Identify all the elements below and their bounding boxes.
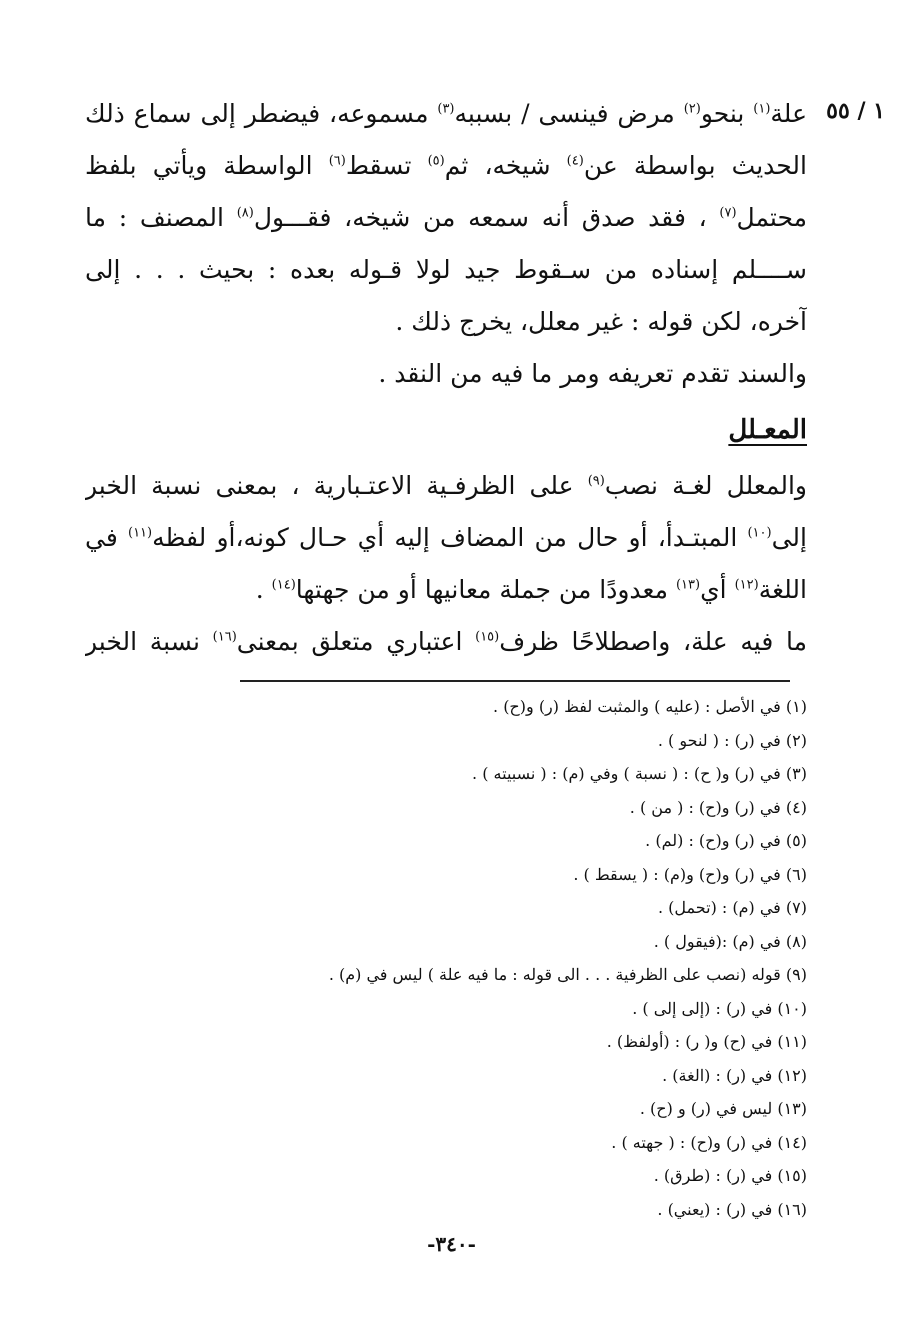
footnote: (١٦) في (ر) : (يعني) . bbox=[657, 1199, 807, 1219]
text-run: اعتباري متعلق بمعنى bbox=[236, 627, 476, 656]
footnote-marker[interactable]: (١٢) bbox=[734, 577, 759, 593]
paragraph-4 bbox=[85, 616, 807, 668]
footnote: (٤) في (ر) و(ح) : ( من ) . bbox=[629, 797, 807, 817]
footnote: (٥) في (ر) و(ح) : (لم) . bbox=[645, 831, 807, 850]
footnote: (٢) في (ر) : ( لنحو ) . bbox=[657, 730, 807, 750]
footnotes bbox=[187, 690, 807, 1226]
footnote: (١١) في (ح) و( ر) : (أولفظ) . bbox=[606, 1032, 807, 1051]
paragraph-3-line bbox=[85, 564, 807, 616]
margin-reference: ١ / ٥٥ bbox=[826, 98, 885, 124]
text-run: مرض فينسى / بسببه bbox=[454, 99, 684, 128]
text-run: أي bbox=[700, 575, 735, 604]
footnote: (٨) في (م) :(فيقول ) . bbox=[653, 931, 807, 951]
footnote-marker[interactable]: (٤) bbox=[566, 153, 584, 169]
footnote-marker[interactable]: (١٥) bbox=[475, 629, 500, 645]
text-run: آخره، لكن قوله : غير معلل، يخرج ذلك . bbox=[395, 307, 807, 336]
text-run: شيخه، ثم bbox=[444, 151, 567, 180]
footnote-marker[interactable]: (٦) bbox=[328, 153, 346, 169]
footnote-marker[interactable]: (١٠) bbox=[747, 525, 772, 541]
text-run: المبتـدأ، أو حال من المضاف إليه أي حـال كونه،أو لفظه bbox=[152, 523, 748, 552]
paragraph-3-line bbox=[85, 460, 807, 512]
page-number: -٣٤٠- bbox=[427, 1232, 476, 1256]
section-heading: المعـلل bbox=[728, 415, 807, 445]
footnote-marker[interactable]: (١٣) bbox=[675, 577, 701, 593]
text-run: اللغة bbox=[758, 575, 807, 604]
footnote: (١٥) في (ر) : (طرق) . bbox=[653, 1166, 807, 1185]
paragraph-1-line bbox=[85, 296, 807, 348]
footnote-marker[interactable]: (١٤) bbox=[271, 577, 296, 593]
footnote-marker[interactable]: (١٦) bbox=[212, 629, 237, 645]
text-run: على الظرفـية الاعتـبارية ، بمعنى نسبة الخبر bbox=[85, 471, 588, 500]
paragraph-1-line bbox=[85, 244, 807, 296]
footnote: (٣) في (ر) و( ح) : ( نسبة ) وفي (م) : ( نسبيته ) . bbox=[472, 764, 807, 783]
text-run: ، فقد صدق أنه سمعه من شيخه، فقـــول bbox=[253, 203, 720, 232]
paragraph-1-line bbox=[85, 192, 807, 244]
text-run: المصنف : ما bbox=[85, 203, 237, 232]
text-run: علة bbox=[770, 99, 807, 128]
text-run: مسموعه، فيضطر إلى سماع ذلك bbox=[85, 99, 438, 128]
body-text bbox=[85, 88, 807, 668]
text-run: معدودًا من جملة معانيها أو من جهتها bbox=[295, 575, 676, 604]
footnote-separator bbox=[240, 680, 790, 682]
text-run: . bbox=[255, 575, 272, 604]
footnote: (٧) في (م) : (تحمل) . bbox=[658, 898, 807, 917]
paragraph-4-line bbox=[85, 616, 807, 668]
footnote-marker[interactable]: (٩) bbox=[587, 473, 605, 489]
footnote-marker[interactable]: (٥) bbox=[427, 153, 445, 169]
text-run: في bbox=[85, 523, 128, 552]
text-run: الواسطة ويأتي بلفظ bbox=[85, 151, 329, 180]
footnote: (٩) قوله (نصب على الظرفية . . . الى قوله : ما فيه علة ) ليس في (م) . bbox=[328, 965, 807, 984]
footnote-marker[interactable]: (٧) bbox=[719, 205, 737, 221]
paragraph-2: والسند تقدم تعريفه ومر ما فيه من النقد . bbox=[378, 359, 807, 388]
paragraph-1-line bbox=[85, 140, 807, 192]
text-run: إلى bbox=[771, 523, 807, 552]
text-run: ما فيه علة، واصطلاحًا ظرف bbox=[499, 627, 807, 656]
text-run: والمعلل لغـة نصب bbox=[604, 471, 807, 500]
paragraph-1 bbox=[85, 88, 807, 348]
footnote-marker[interactable]: (١) bbox=[753, 101, 771, 117]
text-run: نسبة الخبر bbox=[85, 627, 213, 656]
footnote: (١٤) في (ر) و(ح) : ( جهته ) . bbox=[611, 1132, 807, 1152]
footnote: (١٢) في (ر) : (الغة) . bbox=[662, 1065, 807, 1085]
text-run: الحديث بواسطة عن bbox=[583, 151, 807, 180]
footnote-marker[interactable]: (٢) bbox=[683, 101, 701, 117]
paragraph-1-line bbox=[85, 88, 807, 140]
footnote-marker[interactable]: (٣) bbox=[437, 101, 455, 117]
text-run: بنحو bbox=[700, 99, 754, 128]
footnote: (١٠) في (ر) : (إلى إلى ) . bbox=[632, 998, 807, 1018]
text-run: تسقط bbox=[345, 151, 428, 180]
footnote-marker[interactable]: (١١) bbox=[127, 525, 153, 541]
paragraph-3-line bbox=[85, 512, 807, 564]
footnote: (٦) في (ر) و(ح) و(م) : ( يسقط ) . bbox=[573, 864, 807, 884]
text-run: محتمل bbox=[736, 203, 807, 232]
paragraph-3 bbox=[85, 460, 807, 616]
footnote: (١) في الأصل : (عليه ) والمثبت لفظ (ر) و(ح) . bbox=[493, 697, 807, 716]
footnote-marker[interactable]: (٨) bbox=[236, 205, 254, 221]
text-run: ســــلم إسناده من سـقوط جيد لولا قـوله بعده : بحيث . . . إلى bbox=[85, 255, 807, 284]
footnote: (١٣) ليس في (ر) و (ح) . bbox=[639, 1099, 807, 1118]
